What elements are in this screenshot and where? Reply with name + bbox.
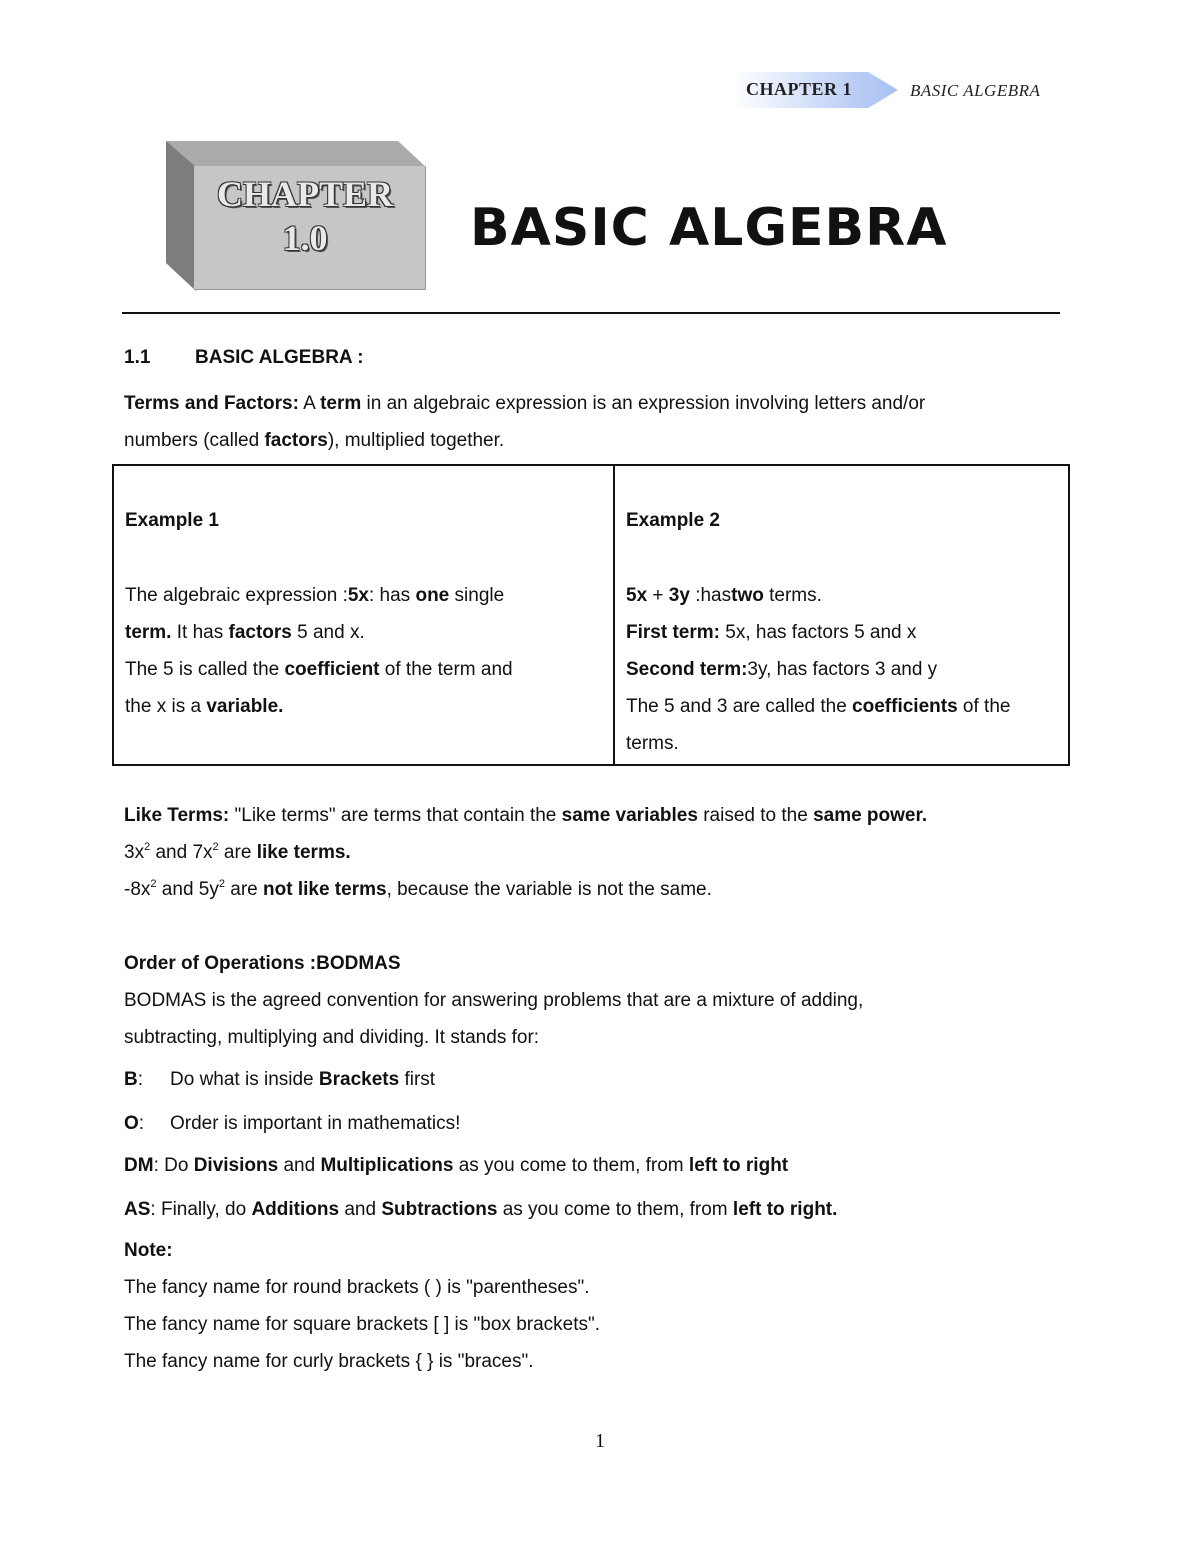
examples-row <box>113 465 1069 765</box>
text-run: A <box>298 393 321 414</box>
text-run-bold: Second term: <box>626 659 748 680</box>
text-run: first <box>399 1069 436 1090</box>
chapter-block-line2: 1.0 <box>282 218 328 258</box>
like-terms-example <box>124 834 927 871</box>
text-run: ), multiplied together. <box>327 430 505 451</box>
text-run-bold: factors <box>264 430 328 451</box>
text-run: :has <box>689 585 732 606</box>
bodmas-rule-dm <box>124 1147 788 1184</box>
chapter-block-side-face <box>166 141 196 291</box>
bodmas-rule-o <box>124 1105 460 1142</box>
bodmas-key <box>124 1105 170 1142</box>
text-run: 5x, has factors 5 and x <box>719 622 917 643</box>
section-title: BASIC ALGEBRA : <box>195 347 364 368</box>
text-run-bold: Multiplications <box>320 1155 454 1176</box>
bodmas-letter: B <box>124 1069 138 1090</box>
text-run: : Finally, do <box>150 1199 252 1220</box>
text-run: Order is important in mathematics! <box>170 1113 461 1134</box>
text-run-bold: Additions <box>251 1199 340 1220</box>
note-line: The fancy name for square brackets [ ] is "box brackets". <box>124 1314 601 1335</box>
exponent: 2 <box>218 878 225 890</box>
text-run: and <box>339 1199 382 1220</box>
terms-factors-label: Terms and Factors: <box>124 393 299 414</box>
text-run-bold: coefficient <box>284 659 380 680</box>
example-2-heading: Example 2 <box>626 510 720 531</box>
text-run: , because the variable is not the same. <box>386 879 712 900</box>
text-run-bold: same variables <box>561 805 698 826</box>
text-run-bold: left to right <box>688 1155 789 1176</box>
terms-factors-line2 <box>124 422 925 459</box>
text-run: "Like terms" are terms that contain the <box>229 805 562 826</box>
bodmas-letter: DM <box>124 1155 154 1176</box>
like-terms-definition <box>124 797 927 834</box>
text-run-bold: First term: <box>626 622 720 643</box>
example-1-cell <box>113 465 614 765</box>
note-line: The fancy name for curly brackets { } is "braces". <box>124 1351 534 1372</box>
exponent: 2 <box>150 878 157 890</box>
text-run-bold: 5x <box>626 585 648 606</box>
note-line: The fancy name for round brackets ( ) is "parentheses". <box>124 1277 590 1298</box>
unlike-terms-example <box>124 871 927 908</box>
text-run: of the <box>957 696 1011 717</box>
text-run: are <box>224 879 264 900</box>
header-chapter-label: CHAPTER 1 <box>746 79 853 99</box>
example-1-heading: Example 1 <box>125 510 219 531</box>
example-2-line <box>626 651 1058 688</box>
terms-factors-line1 <box>124 385 925 422</box>
text-run: in an algebraic expression is an expression involving letters and/or <box>361 393 926 414</box>
text-run-bold: Brackets <box>318 1069 400 1090</box>
text-run: raised to the <box>697 805 814 826</box>
examples-table <box>112 464 1070 766</box>
text-run: 3y, has factors 3 and y <box>747 659 938 680</box>
text-run-bold: like terms. <box>256 842 351 863</box>
text-run: It has <box>171 622 229 643</box>
example-1-line <box>125 688 603 725</box>
bodmas-intro-line1: BODMAS is the agreed convention for answering problems that are a mixture of adding, <box>124 990 864 1011</box>
bodmas-heading <box>124 945 863 982</box>
note-label <box>124 1232 600 1269</box>
text-run: The algebraic expression : <box>125 585 348 606</box>
text-run-bold: Subtractions <box>381 1199 498 1220</box>
text-run-bold: left to right. <box>732 1199 838 1220</box>
chapter-block-line1: CHAPTER <box>216 174 393 214</box>
text-run-bold: coefficients <box>852 696 958 717</box>
text-run-bold: term. <box>125 622 172 643</box>
page-title: BASIC ALGEBRA <box>470 198 948 258</box>
text-run: numbers (called <box>124 430 265 451</box>
example-2-cell <box>614 465 1069 765</box>
text-run: the x is a <box>125 696 207 717</box>
text-run: 3x <box>124 842 145 863</box>
bodmas-letter: O <box>124 1113 139 1134</box>
like-terms-label: Like Terms: <box>124 805 230 826</box>
like-terms-paragraph <box>124 797 927 908</box>
text-run: of the term and <box>379 659 513 680</box>
text-run: single <box>449 585 505 606</box>
chapter-block-label <box>194 172 416 260</box>
text-run: 5 and x. <box>291 622 365 643</box>
example-1-line <box>125 614 603 651</box>
example-2-line: terms. <box>626 733 679 754</box>
bodmas-key <box>124 1061 170 1098</box>
example-1-line <box>125 577 603 614</box>
text-run-bold: Order of Operations :BODMAS <box>124 953 401 974</box>
text-run: as you come to them, from <box>453 1155 689 1176</box>
example-2-line <box>626 688 1058 725</box>
text-run-bold: variable. <box>206 696 284 717</box>
title-divider <box>122 312 1060 314</box>
text-run-bold: 3y <box>668 585 690 606</box>
text-run-bold: Note: <box>124 1240 173 1261</box>
text-run-bold: factors <box>228 622 292 643</box>
header-running-title: BASIC ALGEBRA <box>910 81 1041 100</box>
text-run-bold: 5x <box>347 585 369 606</box>
text-run: and 7x <box>150 842 213 863</box>
bodmas-intro <box>124 945 863 1056</box>
example-1-line <box>125 651 603 688</box>
text-run-bold: term <box>320 393 362 414</box>
bodmas-intro-line2: subtracting, multiplying and dividing. It stands for: <box>124 1027 540 1048</box>
bodmas-rule-as <box>124 1191 837 1228</box>
text-run: -8x <box>124 879 151 900</box>
exponent: 2 <box>212 841 219 853</box>
text-run: + <box>647 585 669 606</box>
text-run: The 5 and 3 are called the <box>626 696 853 717</box>
text-run-bold: same power. <box>813 805 928 826</box>
chapter-block-top-face <box>166 141 426 167</box>
text-run: : <box>137 1069 144 1090</box>
text-run: terms. <box>763 585 822 606</box>
example-2-line <box>626 614 1058 651</box>
text-run: as you come to them, from <box>497 1199 733 1220</box>
text-run: : has <box>368 585 416 606</box>
exponent: 2 <box>144 841 151 853</box>
section-number: 1.1 <box>124 347 151 368</box>
text-run-bold: not like terms <box>263 879 387 900</box>
text-run: Do what is inside <box>170 1069 319 1090</box>
bodmas-letter: AS <box>124 1199 151 1220</box>
text-run: and <box>278 1155 321 1176</box>
text-run-bold: Divisions <box>193 1155 279 1176</box>
example-2-line <box>626 577 1058 614</box>
text-run: : <box>138 1113 145 1134</box>
page-number: 1 <box>595 1430 605 1452</box>
text-run: The 5 is called the <box>125 659 285 680</box>
text-run: and 5y <box>156 879 219 900</box>
bodmas-rule-b <box>124 1061 435 1098</box>
text-run: are <box>218 842 257 863</box>
text-run: : Do <box>153 1155 194 1176</box>
note-block <box>124 1232 600 1380</box>
text-run-bold: two <box>731 585 764 606</box>
text-run-bold: one <box>415 585 450 606</box>
terms-factors-paragraph <box>124 385 925 459</box>
